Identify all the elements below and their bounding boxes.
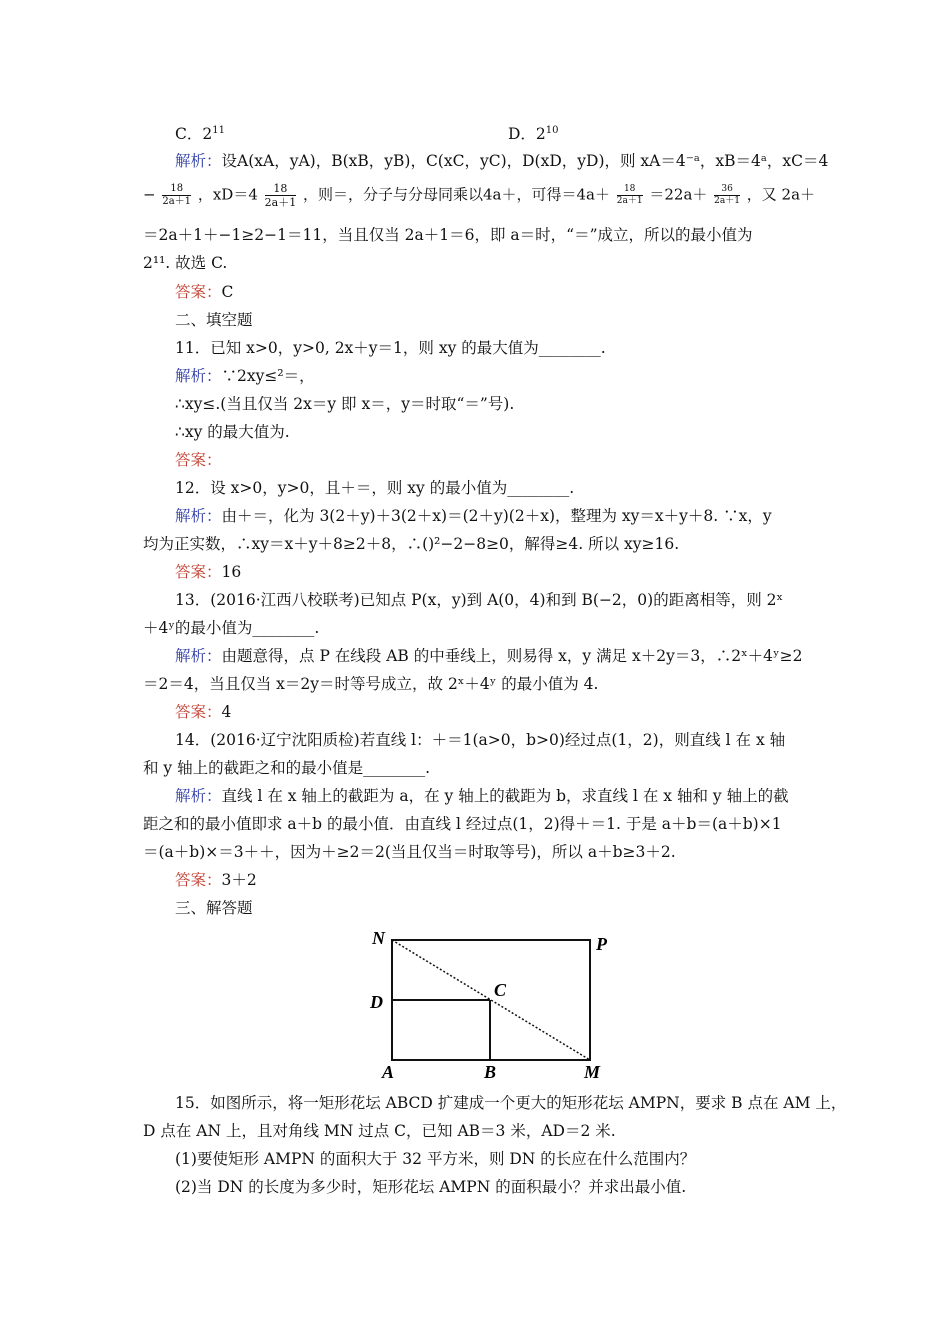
section-solutions: 三、解答题 <box>175 899 253 917</box>
q10-line2a: − <box>143 185 156 204</box>
q13-analysis-label: 解析： <box>175 647 222 665</box>
q11-answer <box>175 449 222 471</box>
q10-frac2-num: 18 <box>265 182 297 196</box>
q10-frac1-den: 2a＋1 <box>162 196 192 207</box>
q12-answer <box>175 561 241 583</box>
q13-answer <box>175 701 231 723</box>
q13-stem-line2: ＋4ʸ的最小值为________. <box>143 619 320 637</box>
q12-stem: 12．设 x>0，y>0，且＋＝，则 xy 的最小值为________. <box>175 479 575 497</box>
q11-a1: ∵2xy≤²＝， <box>221 367 315 385</box>
q10-frac4-den: 2a＋1 <box>714 196 740 206</box>
label-B: B <box>484 1062 497 1082</box>
q13-a1: 由题意得，点 P 在线段 AB 的中垂线上，则易得 x，y 满足 x＋2y＝3，∴2ˣ＋4ʸ≥2 <box>221 647 803 665</box>
q13-answer-label: 答案： <box>175 703 222 721</box>
q10-frac4-num: 36 <box>714 184 740 196</box>
rectangle-figure <box>360 922 620 1082</box>
q14-analysis-line1 <box>175 785 789 807</box>
q14-a1: 直线 l 在 x 轴上的截距为 a，在 y 轴上的截距为 b，求直线 l 在 x 轴和 y 轴上的截 <box>221 787 789 805</box>
q10-frac3 <box>617 184 643 207</box>
q10-answer-label: 答案： <box>175 283 222 301</box>
label-A: A <box>382 1062 395 1082</box>
q10-analysis-line2 <box>143 182 815 209</box>
label-D: D <box>370 992 383 1012</box>
label-M: M <box>584 1062 601 1082</box>
q15-stem-line1: 15．如图所示，将一矩形花坛 ABCD 扩建成一个更大的矩形花坛 AMPN，要求 B 点在 AM 上， <box>175 1094 847 1112</box>
q12-analysis-line2: 均为正实数，∴xy＝x＋y＋8≥2＋8，∴()²−2−8≥0，解得≥4. 所以 xy≥16. <box>143 535 680 553</box>
q10-frac1 <box>162 183 191 208</box>
q11-analysis-line1 <box>175 365 315 387</box>
q14-stem-line2: 和 y 轴上的截距之和的最小值是________. <box>143 759 431 777</box>
label-N: N <box>372 928 385 948</box>
q10-analysis-line3: ＝2a＋1＋−1≥2−1＝11，当且仅当 2a＋1＝6，即 a＝时，“＝”成立，所以的最小值为 <box>143 226 753 244</box>
section-fill-in: 二、填空题 <box>175 311 253 329</box>
q14-analysis-line3: ＝(a＋b)×＝3＋＋，因为＋≥2＝2(当且仅当＝时取等号)，所以 a＋b≥3＋2. <box>143 843 676 861</box>
q11-stem: 11．已知 x>0，y>0, 2x＋y＝1，则 xy 的最大值为________. <box>175 339 606 357</box>
option-c-label: C．2 <box>175 125 213 144</box>
q11-answer-label: 答案： <box>175 451 222 469</box>
q14-stem-line1: 14．(2016·辽宁沈阳质检)若直线 l：＋＝1(a>0，b>0)经过点(1，2)，则直线 l 在 x 轴 <box>175 731 786 749</box>
q14-answer <box>175 869 257 891</box>
q12-answer-label: 答案： <box>175 563 222 581</box>
q12-analysis-label: 解析： <box>175 507 222 525</box>
q10-analysis-line4: 2¹¹. 故选 C. <box>143 254 228 272</box>
q10-frac3-den: 2a＋1 <box>616 196 643 206</box>
option-d <box>508 120 559 145</box>
q10-answer-value: C <box>221 283 234 301</box>
q10-line2d: ＝22a＋ <box>649 185 708 204</box>
q10-frac2 <box>265 182 297 209</box>
q14-answer-label: 答案： <box>175 871 222 889</box>
q11-analysis-line2: ∴xy≤.(当且仅当 2x＝y 即 x＝，y＝时取“＝”号). <box>175 395 515 413</box>
q12-answer-value: 16 <box>221 563 242 581</box>
q10-line2b: ，xD＝4 <box>197 185 258 204</box>
q11-analysis-line3: ∴xy 的最大值为. <box>175 423 290 441</box>
q10-frac4 <box>714 184 740 207</box>
label-P: P <box>596 934 607 954</box>
option-c <box>175 120 225 145</box>
q15-part1: (1)要使矩形 AMPN 的面积大于 32 平方米，则 DN 的长应在什么范围内？ <box>175 1150 696 1168</box>
option-d-label: D．2 <box>508 125 546 144</box>
q14-analysis-line2: 距之和的最小值即求 a＋b 的最小值．由直线 l 经过点(1，2)得＋＝1. 于是 a＋b＝(a＋b)×1 <box>143 815 782 833</box>
q13-answer-value: 4 <box>221 703 232 721</box>
label-C: C <box>494 980 507 1000</box>
q10-line1-text: 设A(xA，yA)，B(xB，yB)，C(xC，yC)，D(xD，yD)，则 xA＝4⁻ᵃ，xB＝4ᵃ，xC＝4 <box>221 152 829 170</box>
q15-part2: (2)当 DN 的长度为多少时，矩形花坛 AMPN 的面积最小？并求出最小值. <box>175 1178 687 1196</box>
q15-stem-line2: D 点在 AN 上，且对角线 MN 过点 C，已知 AB＝3 米，AD＝2 米. <box>143 1122 616 1140</box>
q14-analysis-label: 解析： <box>175 787 222 805</box>
q13-stem-line1: 13．(2016·江西八校联考)已知点 P(x，y)到 A(0，4)和到 B(−2，0)的距离相等，则 2ˣ <box>175 591 784 609</box>
q11-analysis-label: 解析： <box>175 367 222 385</box>
q10-frac1-num: 18 <box>162 183 191 196</box>
q10-line2c: ，则＝，分子与分母同乘以4a＋，可得＝4a＋ <box>302 185 610 204</box>
q10-answer <box>175 281 233 303</box>
q12-analysis-line1 <box>175 505 772 527</box>
q13-analysis-line2: ＝2＝4，当且仅当 x＝2y＝时等号成立，故 2ˣ＋4ʸ 的最小值为 4. <box>143 675 599 693</box>
q13-analysis-line1 <box>175 645 802 667</box>
q10-frac3-num: 18 <box>617 184 643 196</box>
q12-a1: 由＋＝，化为 3(2＋y)＋3(2＋x)＝(2＋y)(2＋x)，整理为 xy＝x＋y＋8. ∵x，y <box>221 507 772 525</box>
q10-analysis-line1 <box>175 150 828 172</box>
q10-analysis-label: 解析： <box>175 152 222 170</box>
option-d-exp: 10 <box>545 125 559 136</box>
q10-line2e: ，又 2a＋ <box>746 185 816 204</box>
q14-answer-value: 3＋2 <box>221 871 257 889</box>
q10-frac2-den: 2a＋1 <box>264 196 297 209</box>
option-c-exp: 11 <box>212 125 225 136</box>
